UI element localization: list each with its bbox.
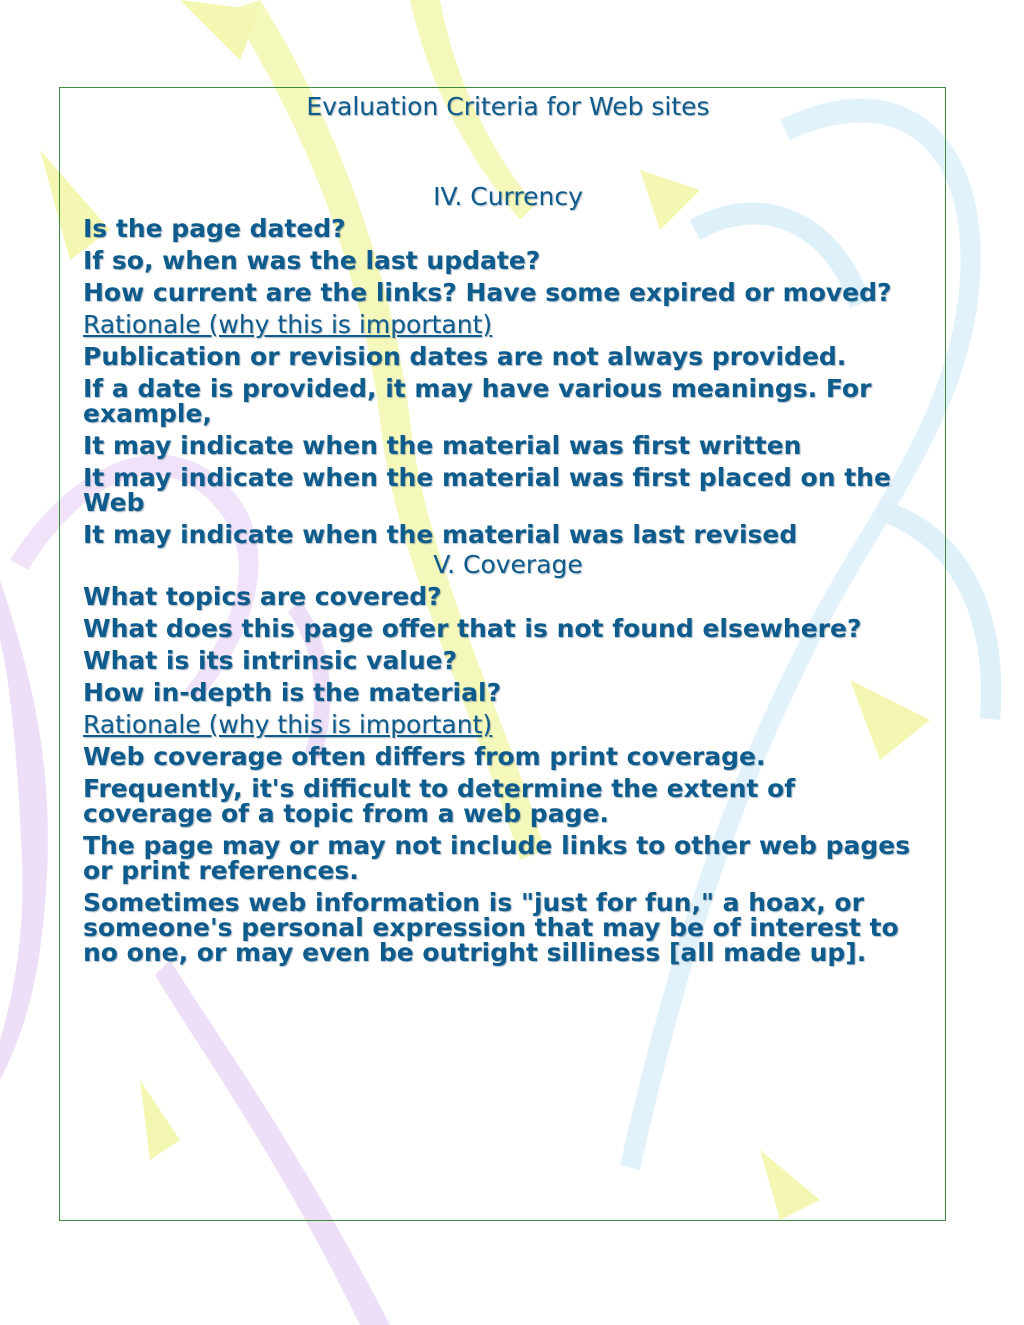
section-heading-coverage: V. Coverage bbox=[433, 550, 583, 579]
rationale-item: If a date is provided, it may have various meanings. For example, bbox=[83, 374, 872, 428]
slide-content bbox=[83, 92, 933, 968]
question-item: What does this page offer that is not found elsewhere? bbox=[83, 614, 862, 643]
rationale-link-coverage[interactable]: Rationale (why this is important) bbox=[83, 710, 493, 739]
question-item: What is its intrinsic value? bbox=[83, 646, 458, 675]
rationale-item: It may indicate when the material was first written bbox=[83, 431, 802, 460]
question-item: Is the page dated? bbox=[83, 214, 346, 243]
question-item: How current are the links? Have some expired or moved? bbox=[83, 278, 892, 307]
rationale-item: Publication or revision dates are not always provided. bbox=[83, 342, 847, 371]
rationale-item: Web coverage often differs from print coverage. bbox=[83, 742, 766, 771]
rationale-item: Frequently, it's difficult to determine the extent of coverage of a topic from a web page. bbox=[83, 774, 796, 828]
question-item: What topics are covered? bbox=[83, 582, 442, 611]
rationale-item: Sometimes web information is "just for fun," a hoax, or someone's personal expression that may be of interest to no one, or may even be outright silliness [all made up]. bbox=[83, 888, 899, 967]
question-item: If so, when was the last update? bbox=[83, 246, 541, 275]
section-heading-currency: IV. Currency bbox=[433, 182, 583, 211]
rationale-item: It may indicate when the material was first placed on the Web bbox=[83, 463, 891, 517]
rationale-link-currency[interactable]: Rationale (why this is important) bbox=[83, 310, 493, 339]
rationale-item: It may indicate when the material was last revised bbox=[83, 520, 798, 549]
page-title: Evaluation Criteria for Web sites bbox=[306, 92, 710, 121]
question-item: How in-depth is the material? bbox=[83, 678, 502, 707]
rationale-item: The page may or may not include links to other web pages or print references. bbox=[83, 831, 911, 885]
